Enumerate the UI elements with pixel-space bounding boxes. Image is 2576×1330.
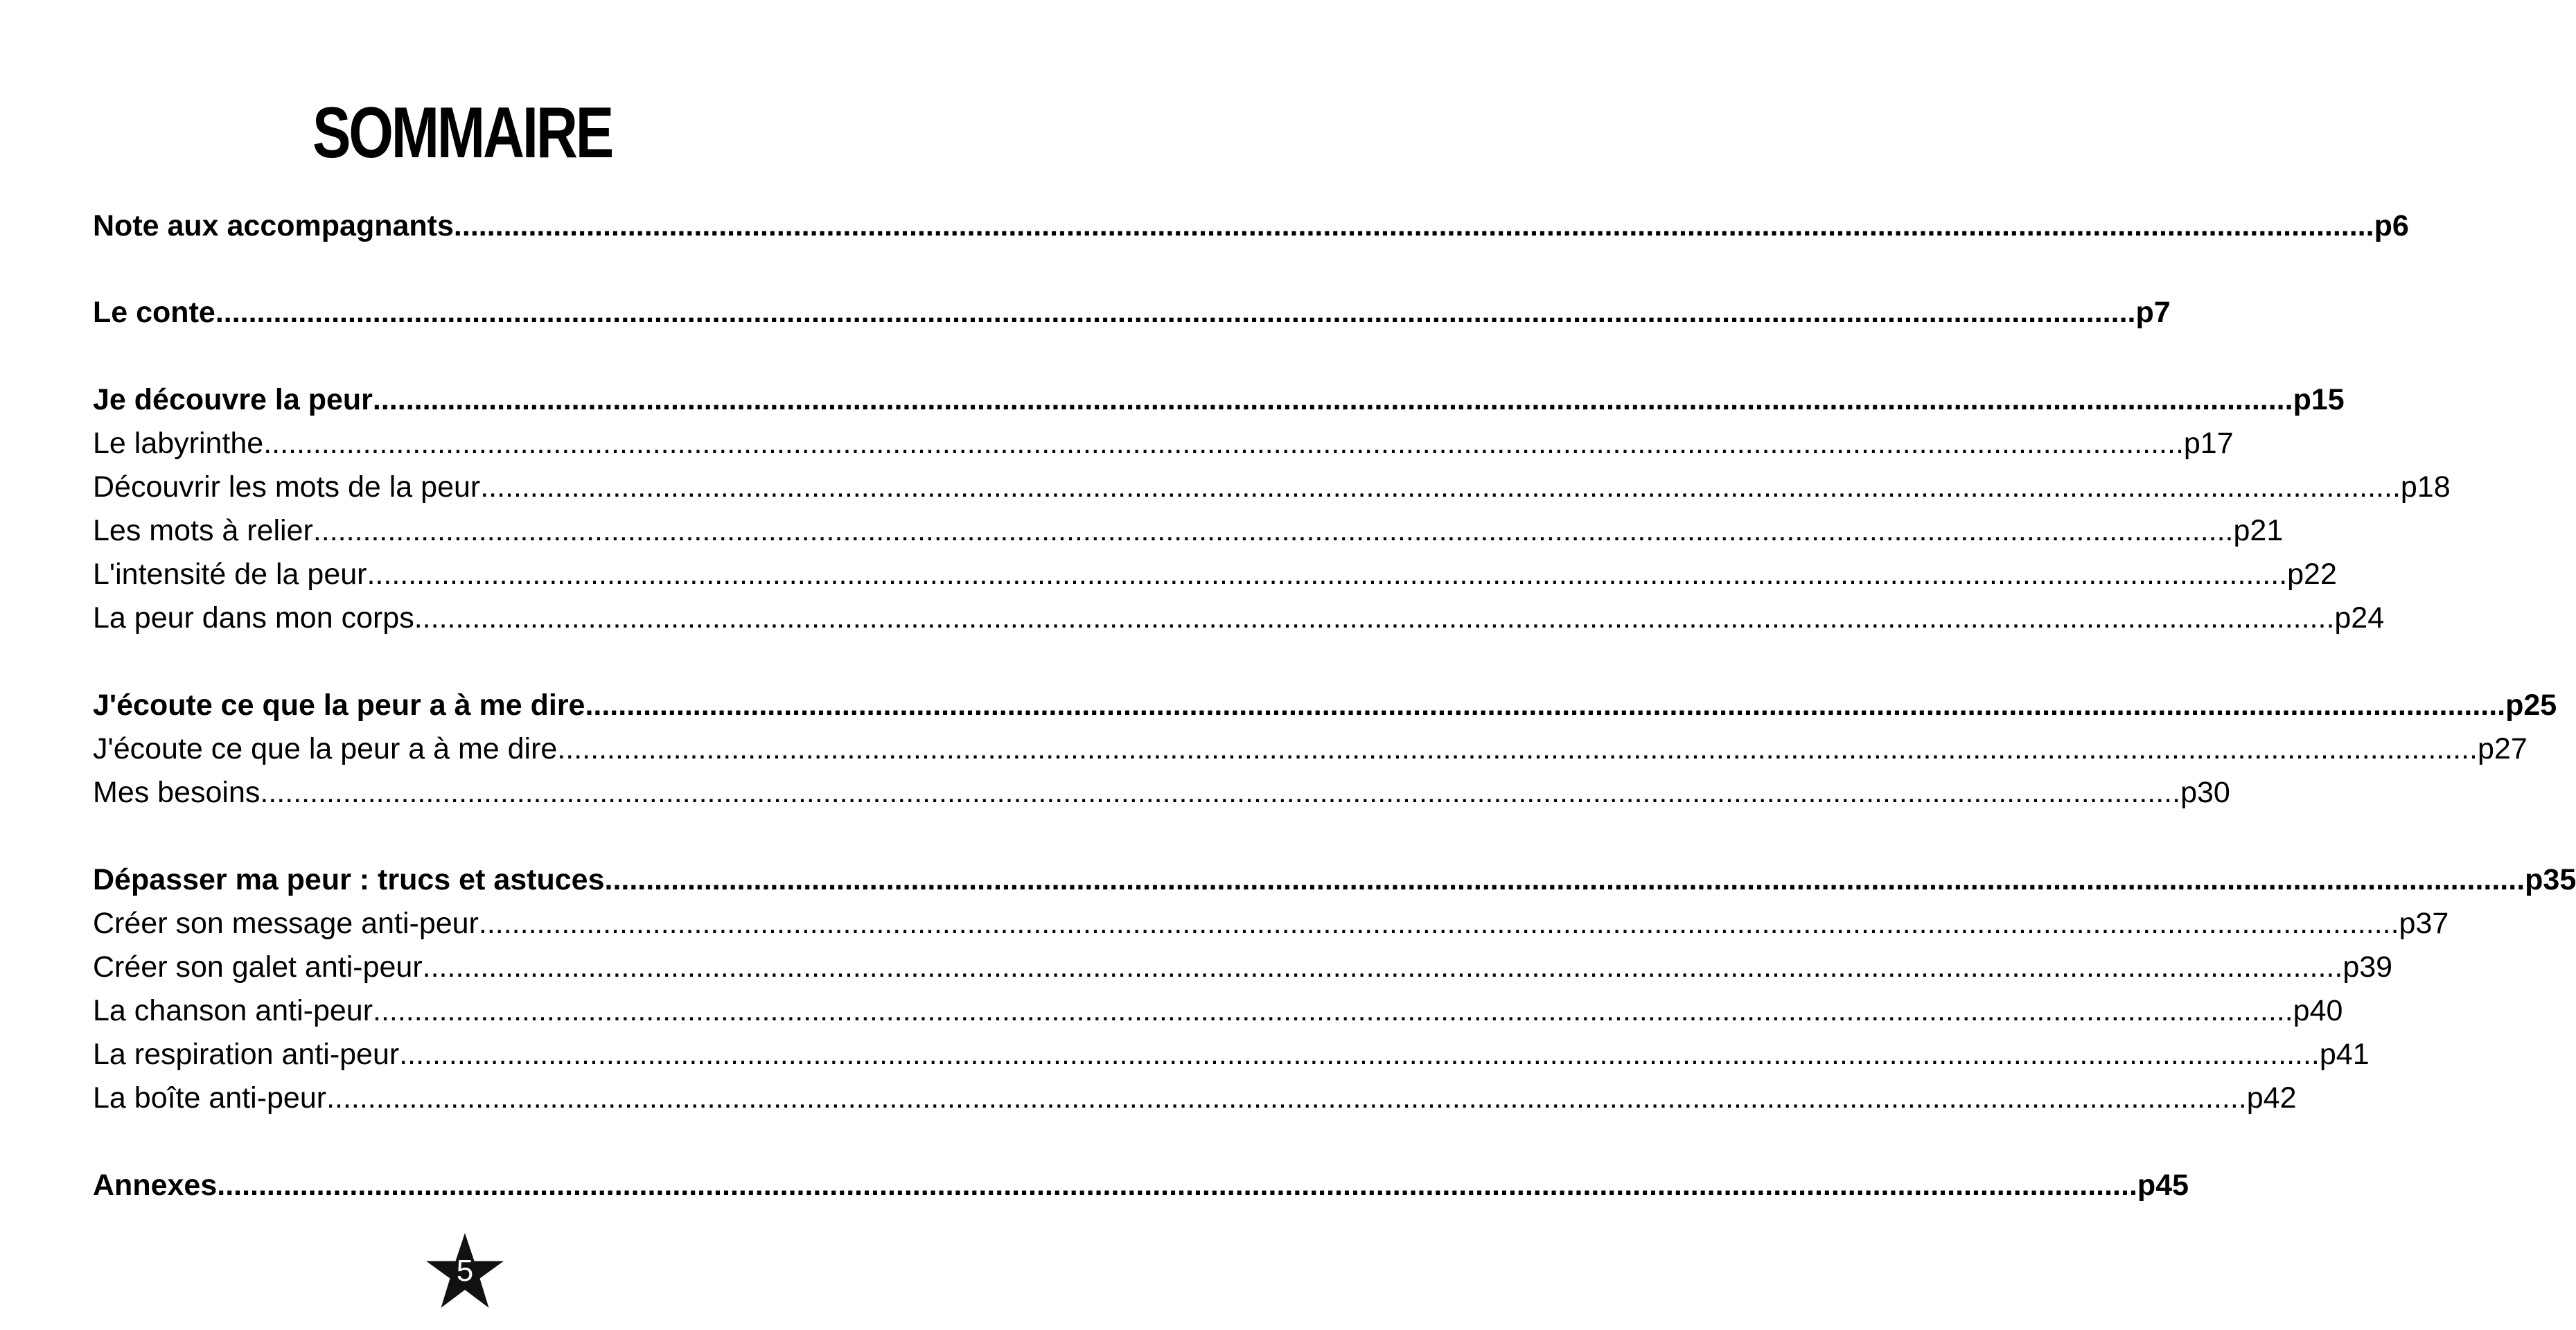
toc-entry-label: Les mots à relier [93,514,313,547]
toc-entry-label: Dépasser ma peur : trucs et astuces [93,863,605,896]
toc-entry-page: p37 [2399,907,2449,940]
toc-leader-dots [605,859,2525,901]
toc-entry-mes-besoins[interactable] [93,772,2230,813]
toc-leader-dots [217,1164,2137,1206]
toc-entry-label: Le labyrinthe [93,427,264,460]
toc-entry-label: Créer son message anti-peur [93,907,479,940]
toc-entry-j-ecoute-sub[interactable] [93,728,2528,770]
toc-entry-page: p7 [2135,296,2171,329]
toc-entry-je-decouvre-la-peur[interactable] [93,379,2345,420]
toc-leader-dots [373,379,2293,420]
toc-entry-annexes[interactable] [93,1164,2189,1206]
toc-entry-label: L'intensité de la peur [93,558,367,591]
toc-entry-j-ecoute-section[interactable] [93,684,2557,726]
toc-leader-dots [399,1034,2320,1075]
toc-entry-label: Note aux accompagnants [93,209,454,242]
toc-entry-galet-anti-peur[interactable] [93,946,2392,988]
toc-entry-label: Créer son galet anti-peur [93,950,423,984]
toc-leader-dots [454,205,2374,247]
toc-leader-dots [423,946,2343,988]
toc-entry-page: p42 [2246,1081,2297,1115]
toc-entry-page: p39 [2343,950,2393,984]
toc-entry-page: p40 [2293,994,2343,1027]
page-title: SOMMAIRE [312,93,612,173]
toc-entry-page: p41 [2319,1038,2370,1071]
toc-entry-page: p25 [2505,689,2557,722]
toc-leader-dots [373,990,2293,1031]
toc-entry-intensite-de-la-peur[interactable] [93,553,2337,595]
toc-leader-dots [414,597,2335,639]
toc-entry-depasser-ma-peur[interactable] [93,859,2576,901]
toc-entry-label: J'écoute ce que la peur a à me dire [93,689,585,722]
toc-entry-page: p24 [2334,601,2385,635]
toc-leader-dots [260,772,2180,813]
toc-entry-page: p22 [2287,558,2337,591]
toc-entry-le-labyrinthe[interactable] [93,423,2234,464]
toc-leader-dots [480,466,2401,508]
toc-entry-label: Le conte [93,296,215,329]
toc-leader-dots [557,728,2478,770]
toc-leader-dots [326,1077,2247,1119]
toc-entry-respiration-anti-peur[interactable] [93,1034,2370,1075]
toc-entry-page: p30 [2180,776,2230,809]
toc-leader-dots [263,423,2184,464]
toc-entry-page: p18 [2400,470,2451,504]
toc-entry-decouvrir-les-mots[interactable] [93,466,2451,508]
toc-entry-chanson-anti-peur[interactable] [93,990,2343,1031]
toc-entry-label: La boîte anti-peur [93,1081,327,1115]
toc-entry-label: J'écoute ce que la peur a à me dire [93,732,558,765]
toc-entry-page: p21 [2233,514,2284,547]
toc-entry-label: Annexes [93,1169,218,1202]
toc-leader-dots [585,684,2505,726]
toc-entry-boite-anti-peur[interactable] [93,1077,2296,1119]
toc-entry-page: p6 [2374,209,2409,242]
toc-entry-message-anti-peur[interactable] [93,903,2449,944]
toc-leader-dots [479,903,2399,944]
toc-entry-label: La chanson anti-peur [93,994,373,1027]
toc-entry-le-conte[interactable] [93,292,2171,333]
toc-entry-page: p45 [2137,1169,2189,1202]
toc-entry-label: Je découvre la peur [93,383,373,416]
toc-entry-peur-dans-mon-corps[interactable] [93,597,2384,639]
toc-entry-page: p27 [2478,732,2528,765]
toc-entry-les-mots-a-relier[interactable] [93,510,2283,551]
page-number: 5 [456,1254,474,1288]
page-number-badge [424,1232,506,1311]
toc-leader-dots [215,292,2136,333]
toc-leader-dots [367,553,2287,595]
toc-entry-label: Découvrir les mots de la peur [93,470,481,504]
toc-entry-label: La respiration anti-peur [93,1038,400,1071]
toc-entry-page: p35 [2525,863,2576,896]
toc-leader-dots [313,510,2234,551]
toc-entry-label: La peur dans mon corps [93,601,414,635]
toc-entry-label: Mes besoins [93,776,261,809]
toc-entry-note-aux-accompagnants[interactable] [93,205,2409,247]
toc-entry-page: p15 [2293,383,2345,416]
toc-entry-page: p17 [2183,427,2234,460]
